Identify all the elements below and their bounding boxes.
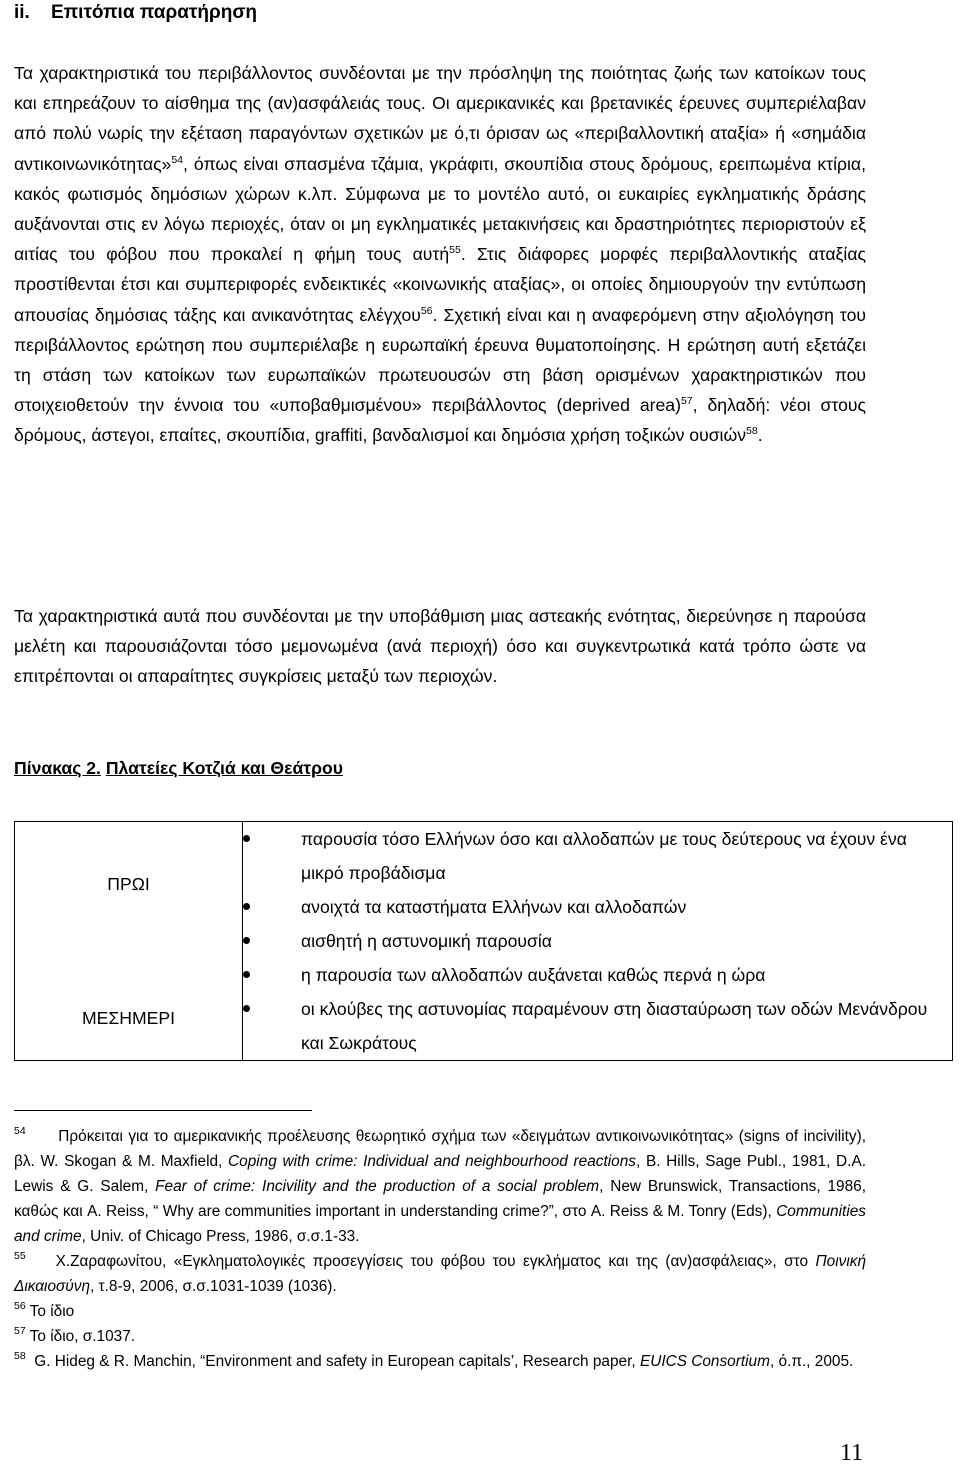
text-run-italic: Fear of crime: Incivility and the production of a social problem: [155, 1178, 600, 1195]
text-run: , Univ. of Chicago Press, 1986, σ.σ.1-33.: [81, 1228, 360, 1245]
list-item-text: παρουσία τόσο Ελλήνων όσο και αλλοδαπών με τους δεύτερους να έχουν ένα μικρό προβάδισμα: [301, 829, 907, 883]
footnotes: [14, 1124, 866, 1374]
text-run: , τ.8-9, 2006, σ.σ.1031-1039 (1036).: [90, 1278, 337, 1295]
footnote-number: 56: [14, 1300, 26, 1312]
text-run: Το ίδιο, σ.1037.: [25, 1328, 136, 1345]
text-run-italic: Coping with crime: Individual and neighbourhood reactions: [228, 1153, 636, 1170]
text-run: , δηλαδή: νέοι στους δρόμους, άστεγοι, επαίτες, σκουπίδια, graffiti, βανδαλισμοί και δημόσια χρήση τοξικών ουσιών: [14, 395, 867, 446]
footnote-ref[interactable]: 54: [171, 153, 184, 166]
footnote-number: 58: [14, 1350, 26, 1362]
footnote-number: 57: [14, 1325, 26, 1337]
bullet-icon: [243, 1005, 250, 1012]
footnote-54: [14, 1124, 866, 1249]
text-run: , B. Hills, Sage Publ., 1981, D.A. Lewis & G. Salem,: [14, 1153, 866, 1195]
footnote-separator: [14, 1110, 312, 1111]
observation-table: [14, 821, 953, 1061]
text-run: . Σχετική είναι και η αναφερόμενη στην αξιολόγηση του περιβάλλοντος ερώτηση που συμπεριέλαβε η ευρωπαϊκή έρευνα θυματοποίησης. Η ερώτηση αυτή εξετάζει τη στάση των κατοίκων των ευρωπαϊκών πρωτευουσών στη βάση ορισμένων χαρακτηριστικών που στοιχειοθετούν την έννοια του «υποβαθμισμένου» περιβάλλοντος (deprived area): [14, 304, 867, 416]
list-item: [243, 924, 952, 958]
list-item-text: η παρουσία των αλλοδαπών αυξάνεται καθώς περνά η ώρα: [301, 965, 766, 985]
paragraph-environment: [14, 58, 866, 451]
list-item-text: ανοιχτά τα καταστήματα Ελλήνων και αλλοδαπών: [301, 897, 687, 917]
footnote-number: 54: [14, 1125, 26, 1137]
text-run: , ό.π., 2005.: [769, 1353, 854, 1370]
list-item: [243, 958, 952, 992]
footnote-ref[interactable]: 57: [680, 395, 693, 408]
footnote-number: 55: [14, 1250, 26, 1262]
text-run: . Στις διάφορες μορφές περιβαλλοντικής αταξίας προστίθενται έτσι και συμπεριφορές ενδεικτικές «κοινωνικής αταξίας», οι οποίες δημιουργούν την εντύπωση απουσίας δημόσιας τάξης και ανικανότητας ελέγχου: [14, 244, 866, 325]
table-caption-title: Πλατείες Κοτζιά και Θεάτρου: [105, 758, 343, 778]
row-label-morning: ΠΡΩΙ: [107, 874, 150, 894]
bullet-icon: [243, 937, 250, 944]
text-run: Τα χαρακτηριστικά του περιβάλλοντος συνδέονται με την πρόσληψη της ποιότητας ζωής των κατοίκων τους και επηρεάζουν το αίσθημα της (αν)ασφάλειάς τους. Οι αμερικανικές και βρετανικές έρευνες συμπεριέλαβαν από πολύ νωρίς την εξέταση παραγόντων σχετικών με ό,τι όρισαν ως «περιβαλλοντική αταξία» ή «σημάδια αντικοινωνικότητας»: [14, 63, 866, 174]
paragraph-study: Τα χαρακτηριστικά αυτά που συνδέονται με την υποβάθμιση μιας αστεακής ενότητας, διερεύνησε η παρούσα μελέτη και παρουσιάζονται τόσο μεμονωμένα (ανά περιοχή) όσο και συγκεντρωτικά κατά τρόπο ώστε να επιτρέπονται οι απαραίτητες συγκρίσεις μεταξύ των περιοχών.: [14, 606, 866, 687]
text-run-italic: Ποινική Δικαιοσύνη: [14, 1253, 866, 1295]
list-item: [243, 890, 952, 924]
bullet-icon: [243, 971, 250, 978]
table-row: [15, 822, 953, 1061]
section-heading: ii. Επιτόπια παρατήρηση: [14, 2, 257, 23]
footnote-57: [14, 1324, 866, 1349]
text-run: Πρόκειται για το αμερικανικής προέλευσης θεωρητικό σχήμα των «δειγμάτων αντικοινωνικότητας» (signs of incivility), βλ. W. Skogan & M. Maxfield,: [14, 1128, 866, 1170]
time-labels-cell: [15, 822, 243, 1061]
list-item: [243, 822, 952, 890]
table-caption: [14, 758, 343, 779]
list-item-text: αισθητή η αστυνομική παρουσία: [301, 931, 552, 951]
observations-cell: [243, 822, 953, 1061]
text-run-italic: EUICS Consortium: [639, 1353, 770, 1370]
text-run: G. Hideg & R. Manchin, “Environment and safety in European capitals’, Research paper,: [25, 1353, 640, 1370]
list-item: [243, 992, 952, 1060]
bullet-icon: [243, 835, 250, 842]
text-run: Χ.Ζαραφωνίτου, «Εγκληματολογικές προσεγγίσεις του φόβου του εγκλήματος και της (αν)ασφάλειας», στο: [25, 1253, 816, 1270]
footnote-58: [14, 1349, 866, 1374]
row-label-midday: ΜΕΣΗΜΕΡΙ: [82, 1008, 175, 1028]
footnote-55: [14, 1249, 866, 1299]
text-run: , New Brunswick, Transactions, 1986, καθώς και A. Reiss, “ Why are communities important in understanding crime?”, στο A. Reiss & M. Tonry (Eds),: [14, 1178, 866, 1220]
bullet-icon: [243, 903, 250, 910]
text-run: , όπως είναι σπασμένα τζάμια, γκράφιτι, σκουπίδια στους δρόμους, ερειπωμένα κτίρια, κακός φωτισμός δημόσιων χώρων κ.λπ. Σύμφωνα με το μοντέλο αυτό, οι ευκαιρίες εγκληματικής δράσης αυξάνονται στις εν λόγω περιοχές, όταν οι μη εγκληματικές μετακινήσεις και δραστηριότητες περιοριστούν εξ αιτίας του φόβου που προκαλεί η φήμη τους αυτή: [14, 153, 866, 265]
page-number: 11: [840, 1440, 864, 1466]
footnote-56: [14, 1299, 866, 1324]
footnote-ref[interactable]: 56: [420, 304, 433, 317]
footnote-ref[interactable]: 58: [746, 425, 758, 438]
table-caption-label: Πίνακας 2.: [14, 758, 101, 778]
text-run: .: [757, 425, 763, 446]
footnote-ref[interactable]: 55: [449, 244, 461, 257]
text-run-italic: Communities and crime: [14, 1203, 866, 1245]
list-item-text: οι κλούβες της αστυνομίας παραμένουν στη διασταύρωση των οδών Μενάνδρου και Σωκράτους: [301, 999, 928, 1053]
text-run: Το ίδιο: [25, 1303, 75, 1320]
